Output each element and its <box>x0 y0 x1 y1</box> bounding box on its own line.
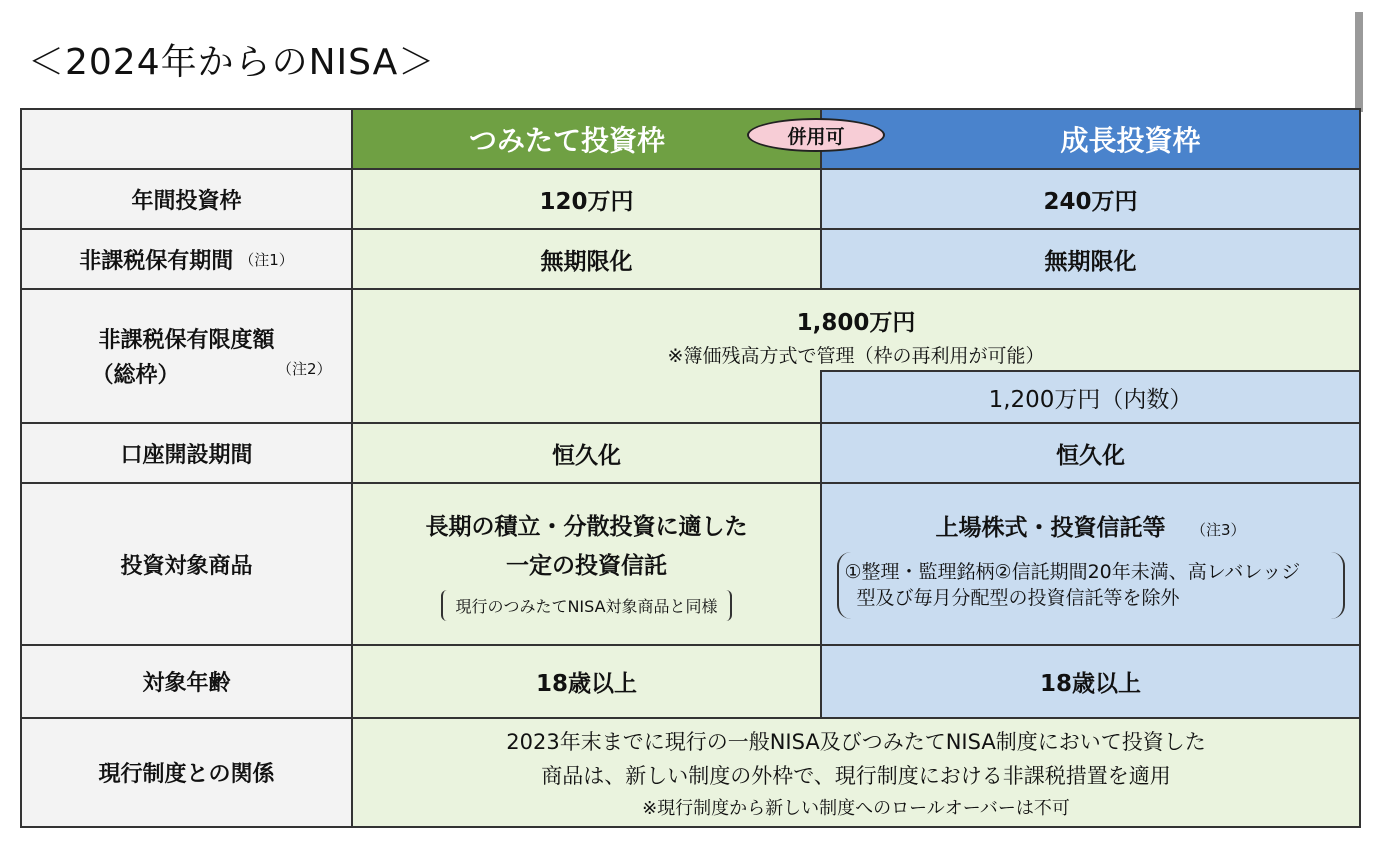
product-text: 一定の投資信託 <box>506 552 667 579</box>
row-label-limit <box>20 288 353 424</box>
annual-seicho <box>820 168 1361 230</box>
cell-text: 1,200万円（内数） <box>988 386 1193 413</box>
cell-text: 無期限化 <box>540 248 633 275</box>
row-label-age <box>20 644 353 719</box>
note-mark: （注1） <box>239 250 294 269</box>
relation-text: 2023年末までに現行の一般NISA及びつみたてNISA制度において投資した <box>506 729 1206 754</box>
annual-tsumitate <box>351 168 822 230</box>
exclusion-line: ①整理・監理銘柄②信託期間20年未満、高レバレッジ <box>844 560 1301 583</box>
scrollbar[interactable] <box>1355 12 1363 112</box>
relation-note: ※現行制度から新しい制度へのロールオーバーは不可 <box>642 797 1070 819</box>
period-tsumitate <box>351 228 822 290</box>
exclusion-line: 型及び毎月分配型の投資信託等を除外 <box>856 586 1180 609</box>
age-seicho <box>820 644 1361 719</box>
account-tsumitate <box>351 422 822 484</box>
corner-cell <box>20 108 353 170</box>
limit-seicho-inner <box>820 370 1361 424</box>
seicho-header <box>820 108 1361 170</box>
row-label-annual <box>20 168 353 230</box>
product-text: 長期の積立・分散投資に適した <box>425 513 748 540</box>
note-mark: （注3） <box>1191 520 1246 539</box>
relation-text: 商品は、新しい制度の外枠で、現行制度における非課税措置を適用 <box>541 763 1171 788</box>
cell-text: 無期限化 <box>1044 248 1137 275</box>
seicho-header-label: 成長投資枠 <box>1060 124 1201 157</box>
product-text: 上場株式・投資信託等 <box>935 514 1166 541</box>
cell-text: 18歳以上 <box>535 671 637 697</box>
tsumitate-header-label: つみたて投資枠 <box>469 124 666 157</box>
age-tsumitate <box>351 644 822 719</box>
cell-text: 恒久化 <box>552 442 621 469</box>
period-seicho <box>820 228 1361 290</box>
cell-text: 18歳以上 <box>1039 671 1141 697</box>
relation-shared <box>351 717 1361 828</box>
product-note: 現行のつみたてNISA対象商品と同様 <box>441 590 731 621</box>
row-label-text: 口座開設期間 <box>120 442 253 468</box>
combined-use-badge: 併用可 <box>747 118 885 152</box>
cell-text: 240万円 <box>1043 188 1138 215</box>
row-label-products <box>20 482 353 646</box>
row-label-text: 非課税保有限度額 <box>98 328 275 353</box>
row-label-text: 投資対象商品 <box>120 553 253 579</box>
row-label-sub: （総枠） <box>91 363 180 388</box>
row-label-period <box>20 228 353 290</box>
cell-text: 恒久化 <box>1056 442 1125 469</box>
cell-text: 120万円 <box>539 188 634 215</box>
note-mark: （注2） <box>276 360 332 378</box>
limit-value: 1,800万円 <box>796 310 916 336</box>
products-seicho <box>820 482 1361 646</box>
row-label-text: 対象年齢 <box>142 671 231 696</box>
row-label-text: 非課税保有期間 <box>79 248 234 274</box>
exclusion-note <box>837 552 1345 619</box>
row-label-text: 現行制度との関係 <box>98 762 275 787</box>
row-label-text: 年間投資枠 <box>131 188 242 214</box>
account-seicho <box>820 422 1361 484</box>
products-tsumitate <box>351 482 822 646</box>
row-label-relation <box>20 717 353 828</box>
row-label-account <box>20 422 353 484</box>
limit-subtext: ※簿価残高方式で管理（枠の再利用が可能） <box>667 345 1045 367</box>
page-title: ＜2024年からのNISA＞ <box>28 42 436 83</box>
